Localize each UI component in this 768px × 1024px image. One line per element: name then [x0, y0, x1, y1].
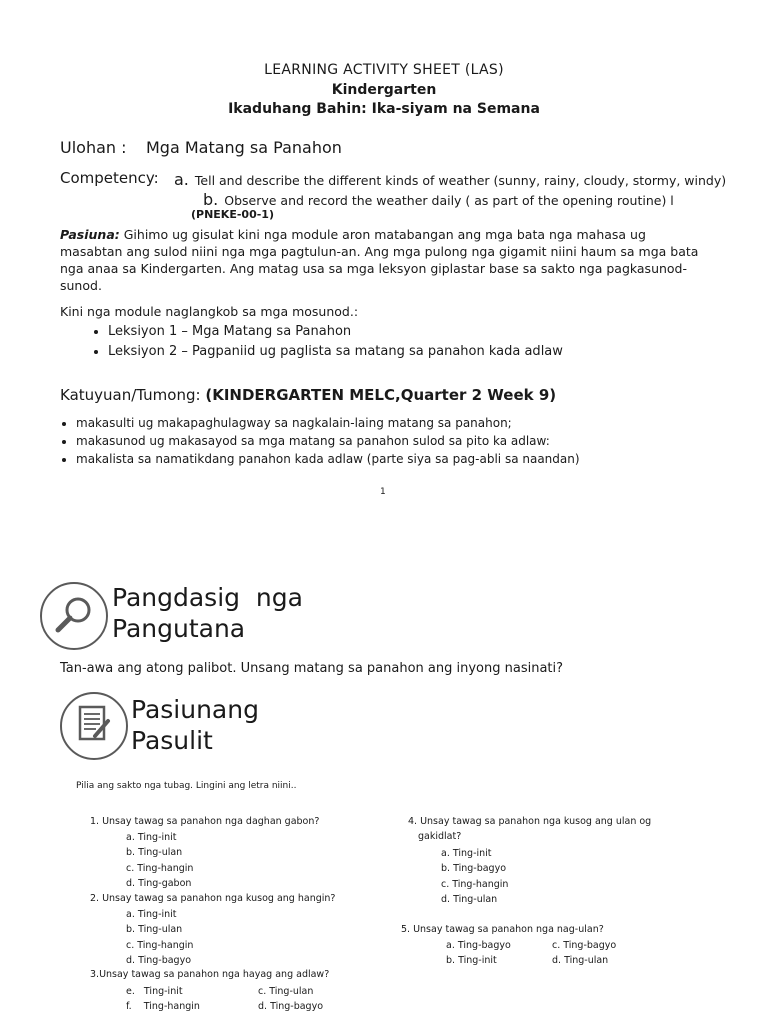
question-4-cont: gakidlat? — [418, 831, 462, 842]
lesson-item: • Leksiyon 1 – Mga Matang sa Panahon — [108, 322, 563, 342]
option[interactable]: d. Ting-ulan — [552, 955, 609, 967]
competency-label: Competency: — [60, 169, 159, 187]
competency-b-letter: b. — [203, 190, 219, 209]
ulohan-label: Ulohan : — [60, 138, 127, 157]
sheet-title: LEARNING ACTIVITY SHEET (LAS) — [264, 62, 504, 78]
section-heading-line: Pasulit — [131, 726, 213, 755]
option[interactable]: a. Ting-init — [126, 832, 177, 843]
motivation-question: Tan-awa ang atong palibot. Unsang matang sa panahon ang inyong nasinati? — [60, 661, 564, 676]
lesson-list — [90, 322, 563, 362]
competency-b-text: Observe and record the weather daily ( as part of the opening routine) l — [224, 193, 674, 208]
magnifier-icon-svg — [42, 584, 105, 647]
competency-code: (PNEKE-00-1) — [191, 208, 274, 221]
option[interactable]: e. Ting-init — [126, 986, 183, 997]
magnifier-icon — [40, 582, 108, 650]
option[interactable]: a. Ting-bagyo — [446, 940, 511, 951]
notepad-pen-icon-svg — [62, 694, 125, 757]
module-intro: Kini nga module naglangkob sa mga mosunod.: — [60, 304, 359, 319]
option[interactable]: c. Ting-hangin — [126, 862, 194, 874]
option[interactable]: b. Ting-init — [446, 955, 497, 967]
option[interactable]: d. Ting-gabon — [126, 877, 192, 889]
option[interactable]: f. Ting-hangin — [126, 1001, 200, 1013]
grade-level: Kindergarten — [331, 82, 437, 98]
option[interactable]: c. Ting-ulan — [258, 986, 314, 997]
question-5: 5. Unsay tawag sa panahon nga nag-ulan? — [401, 924, 604, 935]
katuyuan-desc: (KINDERGARTEN MELC,Quarter 2 Week 9) — [205, 386, 557, 404]
objective-list — [60, 414, 580, 468]
pasiuna-label: Pasiuna: — [60, 227, 120, 242]
question-3-options-right — [258, 984, 323, 1015]
option[interactable]: c. Ting-bagyo — [552, 940, 617, 951]
question-3-options-left — [126, 984, 200, 1015]
question-4-options — [441, 846, 508, 907]
question-5-options-left — [446, 938, 511, 969]
notepad-pen-icon — [60, 692, 128, 760]
section-heading-pangdasig — [112, 582, 303, 644]
option[interactable]: d. Ting-bagyo — [126, 954, 192, 966]
section-heading-line: Pangutana — [112, 614, 246, 643]
option[interactable]: d. Ting-ulan — [441, 893, 498, 905]
objective-item: • makasulti ug makapaghulagway sa nagkalain-laing matang sa panahon; — [76, 414, 580, 432]
section-heading-pasulit — [131, 694, 259, 756]
option[interactable]: b. Ting-bagyo — [441, 863, 507, 875]
option[interactable]: b. Ting-ulan — [126, 924, 183, 936]
lesson-item: • Leksiyon 2 – Pagpaniid ug paglista sa matang sa panahon kada adlaw — [108, 342, 563, 362]
question-1-options — [126, 830, 193, 891]
katuyuan-heading — [60, 386, 556, 404]
quarter-week: Ikaduhang Bahin: Ika-siyam na Semana — [228, 101, 540, 117]
question-1: 1. Unsay tawag sa panahon nga daghan gabon? — [90, 816, 320, 827]
section-heading-line: Pangdasig nga — [112, 583, 303, 612]
competency-a-text: Tell and describe the different kinds of weather (sunny, rainy, cloudy, stormy, windy) — [194, 173, 727, 188]
objective-item: • makalista sa namatikdang panahon kada adlaw (parte siya sa pag-abli sa naandan) — [76, 450, 580, 468]
section-heading-line: Pasiunang — [131, 695, 259, 724]
option[interactable]: a. Ting-init — [441, 848, 492, 859]
pasiuna-paragraph — [60, 226, 712, 294]
option[interactable]: a. Ting-init — [126, 909, 177, 920]
quiz-instructions: Pilia ang sakto nga tubag. Lingini ang letra niini.. — [76, 781, 297, 791]
option[interactable]: c. Ting-hangin — [441, 878, 509, 890]
katuyuan-label: Katuyuan/Tumong: — [60, 386, 201, 404]
competency-a — [174, 170, 726, 189]
ulohan-value: Mga Matang sa Panahon — [146, 138, 342, 157]
option[interactable]: d. Ting-bagyo — [258, 1001, 324, 1013]
question-2: 2. Unsay tawag sa panahon nga kusog ang hangin? — [90, 893, 336, 904]
objective-item: • makasunod ug makasayod sa mga matang sa panahon sulod sa pito ka adlaw: — [76, 432, 580, 450]
question-3: 3.Unsay tawag sa panahon nga hayag ang adlaw? — [90, 969, 330, 980]
question-5-options-right — [552, 938, 616, 969]
option[interactable]: b. Ting-ulan — [126, 847, 183, 859]
competency-b — [203, 190, 674, 209]
question-2-options — [126, 907, 193, 968]
option[interactable]: c. Ting-hangin — [126, 939, 194, 951]
question-4: 4. Unsay tawag sa panahon nga kusog ang ulan og — [408, 816, 652, 827]
page-number: 1 — [380, 487, 386, 497]
competency-a-letter: a. — [174, 170, 189, 189]
pasiuna-text: Gihimo ug gisulat kini nga module aron matabangan ang mga bata nga mahasa ug masabtan ang sulod niini nga mga pagtulun-an. Ang mga pulong nga gigamit niini haum sa mga bata nga anaa sa Kindergarten. Ang matag usa sa mga leksyon giplastar base sa sakto nga pagkasunod-sunod. — [60, 227, 699, 293]
